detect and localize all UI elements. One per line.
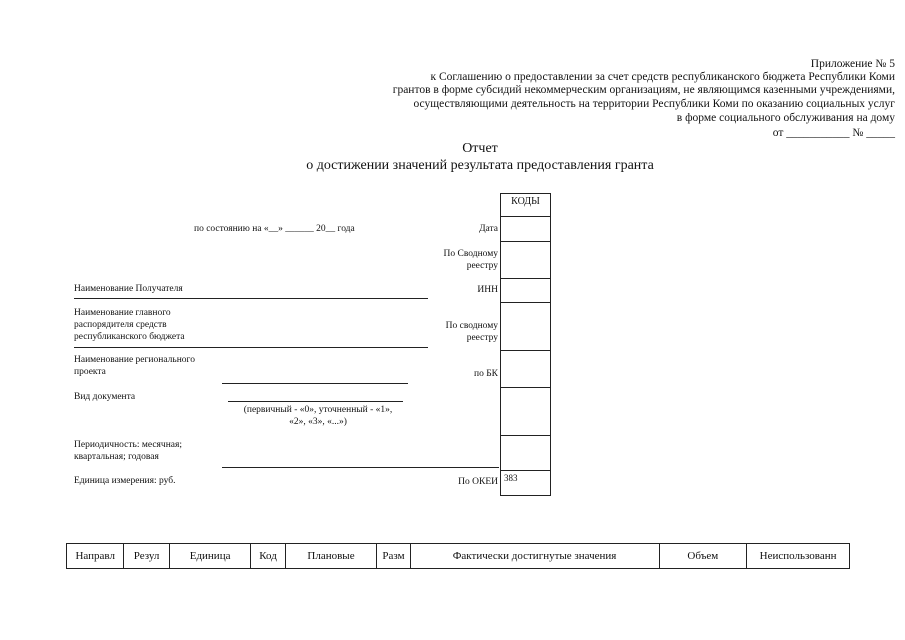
col-planned: Плановые (285, 544, 377, 569)
col-code: Код (251, 544, 285, 569)
col-unit: Единица (169, 544, 251, 569)
agreement-line-1: к Соглашению о предоставлении за счет средств республиканского бюджета Республики Коми (430, 71, 895, 83)
project-line (222, 383, 408, 384)
col-volume: Объем (659, 544, 747, 569)
periodicity-label-2: квартальная; годовая (74, 452, 159, 462)
date-label: Дата (479, 224, 498, 234)
bk-label: по БК (473, 369, 498, 379)
manager-line (74, 347, 428, 348)
col-actual-values: Фактически достигнутые значения (410, 544, 659, 569)
agreement-line-2: грантов в форме субсидий некоммерческим организациям, не являющимся казенными учреждениями, (392, 84, 895, 96)
annex-number: Приложение № 5 (810, 58, 895, 70)
project-label-1: Наименование регионального (74, 355, 195, 365)
inn-code-cell[interactable] (501, 278, 550, 302)
bk-code-cell[interactable] (501, 350, 550, 387)
svod2-code-cell[interactable] (501, 302, 550, 350)
table-header-row (67, 544, 850, 569)
col-direction: Направл (67, 544, 124, 569)
report-title: Отчет (462, 141, 498, 156)
periodicity-line (222, 467, 499, 468)
report-subtitle: о достижении значений результата предоставления гранта (306, 158, 654, 173)
as-of-date: по состоянию на «__» ______ 20__ года (194, 224, 355, 234)
col-unused: Неиспользованн (747, 544, 850, 569)
periodicity-label-1: Периодичность: месячная; (74, 440, 183, 450)
date-code-cell[interactable] (501, 216, 550, 241)
recipient-label: Наименование Получателя (74, 284, 183, 294)
results-table (66, 543, 850, 569)
manager-label-2: распорядителя средств (74, 320, 167, 330)
col-size: Разм (377, 544, 410, 569)
recipient-line (74, 298, 428, 299)
okei-label: По ОКЕИ (458, 477, 498, 487)
col-result: Резул (124, 544, 169, 569)
agreement-line-3: осуществляющими деятельность на территории Республики Коми по оказанию социальных услуг (413, 98, 895, 110)
okei-code-cell: 383 (501, 470, 550, 495)
svod2-label-1: По сводному (445, 321, 498, 331)
agreement-date-number: от ___________ № _____ (772, 127, 895, 139)
svod-label-1: По Сводному (443, 249, 498, 259)
manager-label-1: Наименование главного (74, 308, 171, 318)
agreement-line-4: в форме социального обслуживания на дому (676, 112, 895, 124)
doc-type-line (228, 401, 403, 402)
project-label-2: проекта (74, 367, 106, 377)
svod-code-cell[interactable] (501, 241, 550, 278)
doc-type-hint-1: (первичный - «0», уточненный - «1», (243, 405, 393, 415)
manager-label-3: республиканского бюджета (74, 332, 185, 342)
periodicity-code-cell[interactable] (501, 435, 550, 470)
svod2-label-2: реестру (466, 333, 498, 343)
codes-box (500, 193, 551, 496)
inn-label: ИНН (477, 285, 498, 295)
doc-type-hint-2: «2», «3», «...») (289, 417, 347, 427)
unit-label: Единица измерения: руб. (74, 476, 176, 486)
codes-header: КОДЫ (511, 196, 540, 207)
doc-type-code-cell[interactable] (501, 387, 550, 435)
svod-label-2: реестру (466, 261, 498, 271)
doc-type-label: Вид документа (74, 392, 136, 402)
